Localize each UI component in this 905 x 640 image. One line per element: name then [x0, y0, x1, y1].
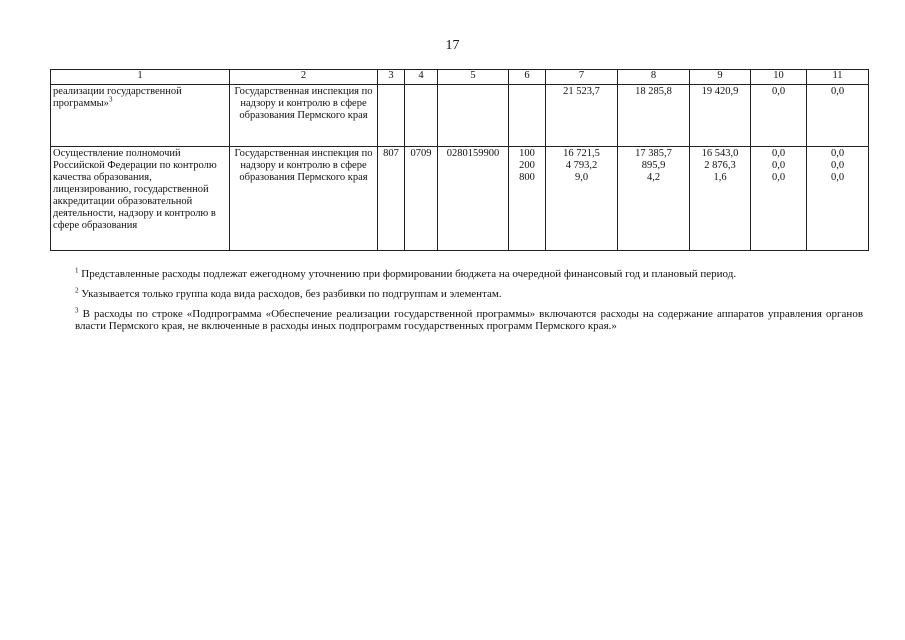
column-header: 10 [751, 70, 807, 85]
footnote-mark: 2 [75, 286, 79, 295]
target-article-cell [438, 85, 509, 147]
expense-type-value: 800 [519, 172, 535, 183]
footnote-ref: 3 [108, 95, 113, 104]
column-header: 5 [438, 70, 509, 85]
grbs-code-cell: 807 [378, 147, 405, 251]
column-header: 4 [405, 70, 438, 85]
amount-cell-col8 [618, 147, 690, 251]
amount-value: 16 721,5 [563, 148, 600, 159]
amount-value: 0,0 [830, 86, 845, 97]
amount-value: 2 876,3 [704, 160, 736, 171]
amount-value: 895,9 [641, 160, 666, 171]
footnote-2 [75, 288, 863, 300]
program-name-cell [51, 85, 230, 147]
program-name-cell: Осуществление полномочий Российской Федерации по контролю качества образования, лицензированию, государственной аккредитации образовательной деятельности, надзору и контролю в сфере образования [51, 147, 230, 251]
amount-value: 19 420,9 [701, 86, 739, 97]
target-article-cell: 0280159900 [438, 147, 509, 251]
program-name-line: программы» [53, 98, 109, 109]
budget-table [50, 69, 869, 251]
grbs-code-cell [378, 85, 405, 147]
amount-cell-col8 [618, 85, 690, 147]
table-row [51, 147, 869, 251]
table-header-row [51, 70, 869, 85]
footnotes [75, 268, 863, 340]
executor-cell: Государственная инспекция по надзору и контролю в сфере образования Пермского края [230, 147, 378, 251]
amount-value: 1,6 [713, 172, 727, 183]
amount-value: 18 285,8 [635, 86, 672, 97]
amount-cell-col11 [807, 85, 869, 147]
table-row [51, 85, 869, 147]
amount-cell-col7 [546, 85, 618, 147]
footnote-3 [75, 308, 863, 332]
amount-value: 4 793,2 [565, 160, 598, 171]
amount-value: 9,0 [574, 172, 589, 183]
footnote-text: Представленные расходы подлежат ежегодному уточнению при формировании бюджета на очередной финансовый год и плановый период. [81, 268, 737, 280]
amount-cell-col9 [690, 147, 751, 251]
column-header: 9 [690, 70, 751, 85]
footnote-text: В расходы по строке «Подпрограмма «Обеспечение реализации государственной программы» включаются расходы на содержание аппаратов управления органов власти Пермского края, не включенные в расходы иных подпрограмм государственных программ Пермского края.» [75, 308, 864, 332]
amount-value: 0,0 [771, 172, 786, 183]
column-header: 1 [51, 70, 230, 85]
amount-value: 0,0 [830, 148, 845, 159]
program-name-line: реализации государственной [53, 86, 182, 97]
amount-value: 0,0 [830, 172, 845, 183]
column-header: 7 [546, 70, 618, 85]
section-code-cell: 0709 [405, 147, 438, 251]
column-header: 3 [378, 70, 405, 85]
amount-cell-col10 [751, 85, 807, 147]
expense-type-value: 200 [519, 160, 535, 171]
column-header: 6 [509, 70, 546, 85]
amount-value: 16 543,0 [701, 148, 739, 159]
amount-value: 0,0 [771, 160, 786, 171]
section-code-cell [405, 85, 438, 147]
column-header: 8 [618, 70, 690, 85]
page-number: 17 [445, 38, 460, 53]
expense-type-cell [509, 85, 546, 147]
column-header: 11 [807, 70, 869, 85]
amount-value: 0,0 [771, 86, 786, 97]
amount-cell-col7 [546, 147, 618, 251]
footnote-mark: 3 [75, 306, 79, 315]
amount-cell-col10 [751, 147, 807, 251]
amount-value: 0,0 [771, 148, 786, 159]
amount-cell-col11 [807, 147, 869, 251]
amount-value: 4,2 [646, 172, 661, 183]
expense-type-cell [509, 147, 546, 251]
footnote-mark: 1 [75, 266, 79, 275]
amount-value: 17 385,7 [635, 148, 672, 159]
amount-cell-col9 [690, 85, 751, 147]
executor-cell: Государственная инспекция по надзору и контролю в сфере образования Пермского края [230, 85, 378, 147]
amount-value: 21 523,7 [563, 86, 600, 97]
amount-value: 0,0 [830, 160, 845, 171]
column-header: 2 [230, 70, 378, 85]
footnote-1 [75, 268, 863, 280]
footnote-text: Указывается только группа кода вида расходов, без разбивки по подгруппам и элементам. [81, 288, 502, 300]
expense-type-value: 100 [519, 148, 535, 159]
